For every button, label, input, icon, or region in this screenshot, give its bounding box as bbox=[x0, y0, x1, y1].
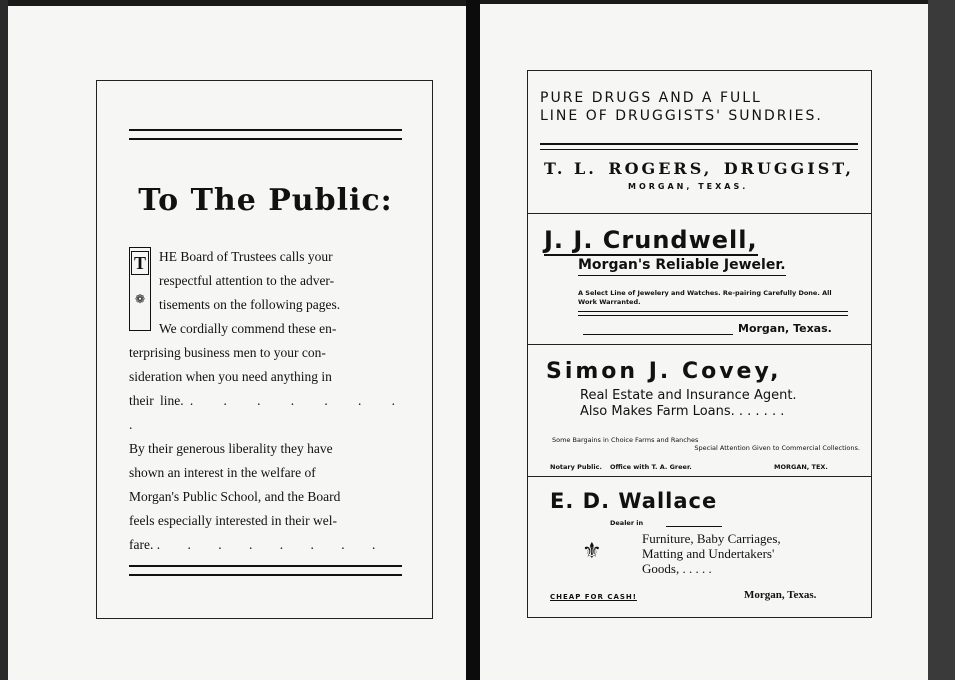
notice-line: terprising business men to your con- bbox=[129, 345, 326, 360]
book-edge-left bbox=[0, 0, 8, 680]
advertisements-panel bbox=[527, 70, 872, 618]
covey-name: Simon J. Covey, bbox=[546, 359, 782, 384]
rogers-name: T. L. ROGERS, DRUGGIST, bbox=[544, 159, 854, 178]
notice-line: respectful attention to the adver- bbox=[159, 273, 335, 288]
notice-line: Morgan's Public School, and the Board bbox=[129, 489, 341, 504]
fleur-de-lis-icon: ⚜ bbox=[582, 539, 602, 564]
notice-line: HE Board of Trustees calls your bbox=[159, 249, 333, 264]
covey-office: Office with T. A. Greer. bbox=[610, 463, 692, 471]
crundwell-divider bbox=[578, 311, 848, 316]
ornament-icon: ❁ bbox=[134, 292, 146, 306]
ad-wallace bbox=[528, 477, 871, 617]
rogers-divider bbox=[540, 143, 858, 150]
notice-line: shown an interest in the welfare of bbox=[129, 465, 316, 480]
leader-dots: . . . . . . . . bbox=[129, 393, 408, 432]
leader-dots: . . . . . . . . bbox=[156, 537, 388, 552]
ad-covey bbox=[528, 345, 871, 477]
notice-line: fare. . . . . . . . . bbox=[129, 537, 388, 552]
top-double-rule bbox=[129, 129, 402, 140]
wallace-dealer: Dealer in bbox=[610, 519, 644, 527]
crundwell-detail: A Select Line of Jewelery and Watches. Re-pairing Carefully Done. All Work Warranted. bbox=[578, 289, 832, 306]
covey-detail: Some Bargains in Choice Farms and Ranches Special Attention Given to Commercial Collections. bbox=[552, 436, 860, 452]
covey-location: MORGAN, TEX. bbox=[774, 463, 828, 471]
page-title: To The Public: bbox=[138, 183, 393, 218]
notice-line: their line. . . . . . . . . bbox=[129, 393, 408, 432]
crundwell-tagline: Morgan's Reliable Jeweler. bbox=[578, 257, 786, 276]
crundwell-location: Morgan, Texas. bbox=[738, 322, 832, 335]
covey-notary: Notary Public. bbox=[550, 463, 602, 471]
notice-line: By their generous liberality they have bbox=[129, 441, 333, 456]
book-edge-right bbox=[928, 0, 955, 680]
crundwell-name: J. J. Crundwell, bbox=[544, 226, 758, 254]
notice-line: sideration when you need anything in bbox=[129, 369, 332, 384]
notice-line: tisements on the following pages. bbox=[159, 297, 341, 312]
public-notice-box bbox=[96, 80, 433, 619]
rogers-tagline: PURE DRUGS AND A FULL LINE OF DRUGGISTS' SUNDRIES. bbox=[540, 90, 823, 124]
crundwell-rule bbox=[583, 334, 733, 335]
wallace-dealer-rule bbox=[666, 526, 722, 527]
book-gutter bbox=[466, 0, 480, 680]
wallace-location: Morgan, Texas. bbox=[744, 589, 817, 601]
dropcap-letter: T bbox=[131, 251, 149, 275]
ad-rogers bbox=[528, 71, 871, 214]
notice-line: We cordially commend these en- bbox=[159, 321, 337, 336]
ad-crundwell bbox=[528, 214, 871, 345]
dropcap-frame bbox=[129, 247, 151, 331]
wallace-name: E. D. Wallace bbox=[550, 489, 718, 513]
rogers-location: MORGAN, TEXAS. bbox=[628, 182, 749, 191]
bottom-double-rule bbox=[129, 565, 402, 576]
covey-tagline: Real Estate and Insurance Agent. Also Makes Farm Loans. . . . . . . bbox=[580, 388, 797, 419]
wallace-cash: CHEAP FOR CASH! bbox=[550, 593, 637, 601]
notice-line: feels especially interested in their wel- bbox=[129, 513, 338, 528]
wallace-goods: Furniture, Baby Carriages, Matting and Undertakers' Goods, . . . . . bbox=[642, 531, 781, 576]
notice-body bbox=[129, 245, 407, 557]
